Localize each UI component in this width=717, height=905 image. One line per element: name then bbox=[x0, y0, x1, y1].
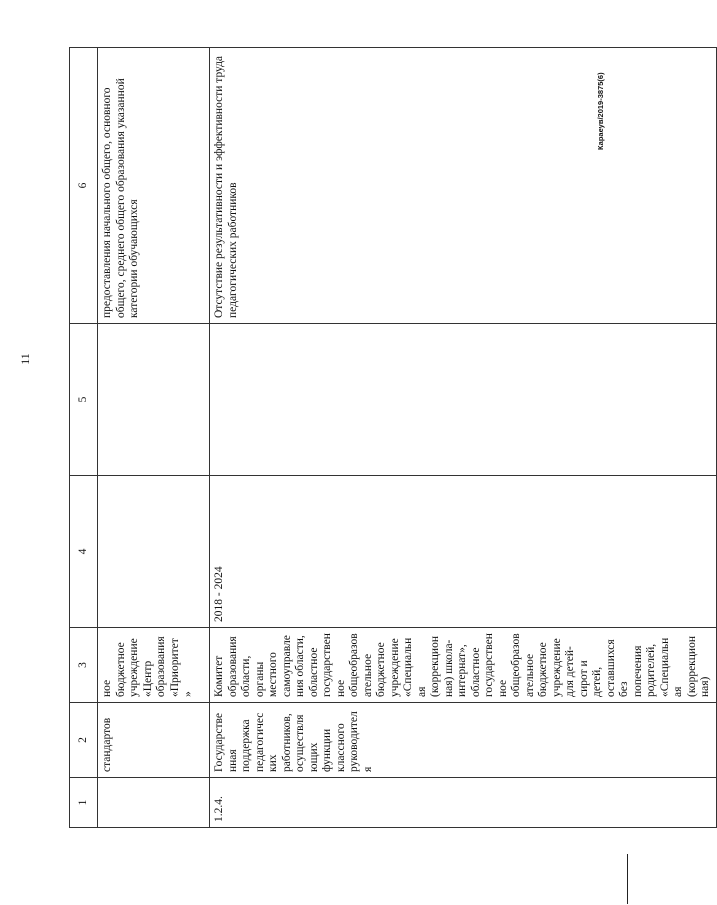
margin-line bbox=[627, 854, 628, 904]
column-number: 6 bbox=[70, 48, 98, 324]
column-number-row bbox=[70, 48, 98, 828]
program-measures-table bbox=[69, 47, 717, 828]
column-number: 1 bbox=[70, 778, 98, 828]
measure-name-cell: Государственная поддержка педагогических работников, осуществляющих функции классного руководителя bbox=[210, 703, 717, 778]
page-number: 11 bbox=[18, 353, 32, 365]
document-code: Караеув/2019-3875(6) bbox=[596, 72, 605, 150]
executor-cell: Комитет образования области, органы местного самоуправления области, областное государственное общеобразовательное бюджетное учреждение «Специальная (коррекционная) школа-интернат», областное государственное общеобразовательное бюджетное учреждение для детей-сирот и детей, оставшихся без попечения родителей, «Специальная (коррекционная) bbox=[210, 628, 717, 703]
row-number-cell bbox=[98, 778, 210, 828]
table-row bbox=[210, 48, 717, 828]
result-cell: Отсутствие результативности и эффективности труда педагогических работников bbox=[210, 48, 717, 324]
period-cell bbox=[98, 476, 210, 628]
result-cell: предоставления начального общего, основного общего, среднего общего образования указанной категории обучающихся bbox=[98, 48, 210, 324]
column-number: 2 bbox=[70, 703, 98, 778]
table-row bbox=[98, 48, 210, 828]
period-cell: 2018 - 2024 bbox=[210, 476, 717, 628]
funding-cell bbox=[98, 324, 210, 476]
column-number: 4 bbox=[70, 476, 98, 628]
executor-cell: ное бюджетное учреждение «Центр образования «Приоритет» bbox=[98, 628, 210, 703]
funding-cell bbox=[210, 324, 717, 476]
column-number: 5 bbox=[70, 324, 98, 476]
row-number-cell: 1.2.4. bbox=[210, 778, 717, 828]
column-number: 3 bbox=[70, 628, 98, 703]
measure-name-cell: стандартов bbox=[98, 703, 210, 778]
